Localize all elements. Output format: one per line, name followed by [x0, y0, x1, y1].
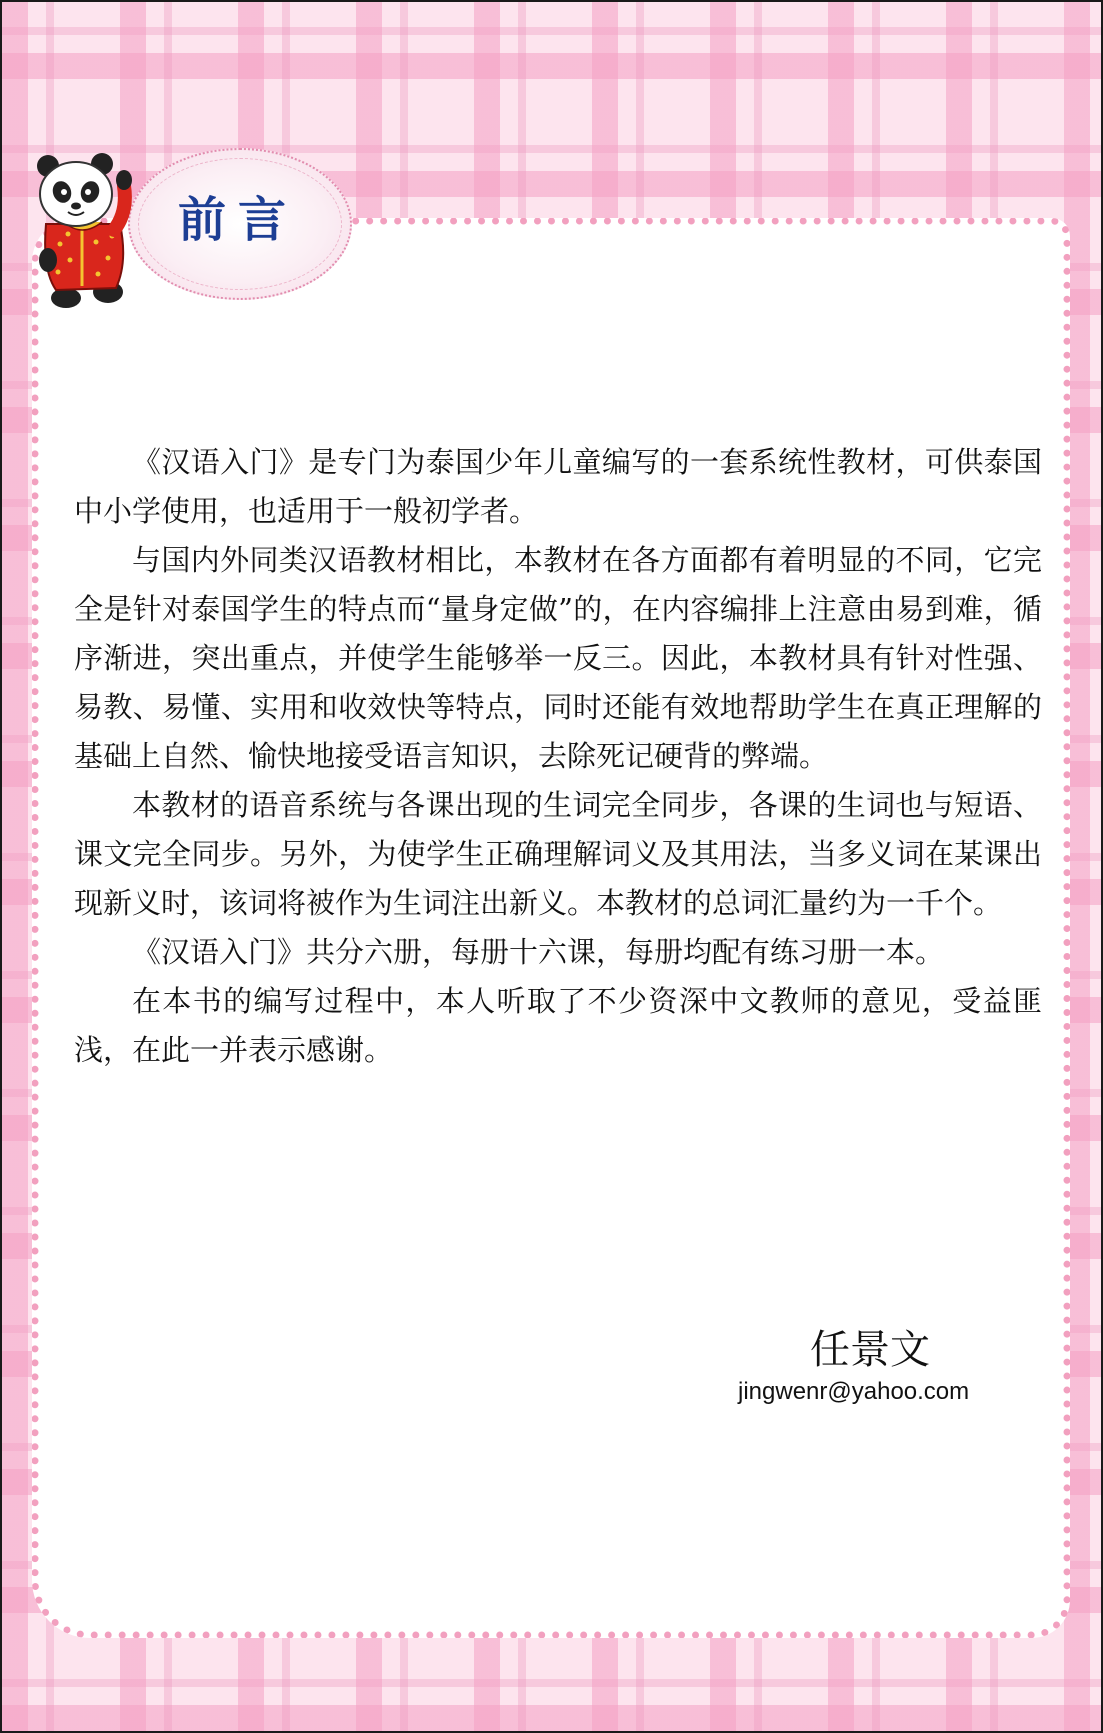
author-email: jingwenr@yahoo.com	[738, 1378, 970, 1405]
paragraph-1: 《汉语入门》是专门为泰国少年儿童编写的一套系统性教材，可供泰国中小学使用，也适用于一般初学者。	[74, 445, 1042, 528]
paragraph-5: 在本书的编写过程中，本人听取了不少资深中文教师的意见，受益匪浅，在此一并表示感谢。	[74, 984, 1042, 1067]
author-signature: 任景文	[810, 1327, 930, 1373]
paragraph-4: 《汉语入门》共分六册，每册十六课，每册均配有练习册一本。	[132, 935, 945, 969]
page-title: 前言	[178, 192, 299, 248]
panda-mascot-icon	[24, 152, 142, 312]
paragraph-3: 本教材的语音系统与各课出现的生词完全同步，各课的生词也与短语、课文完全同步。另外，为使学生正确理解词义及其用法，当多义词在某课出现新义时，该词将被作为生词注出新义。本教材的总词汇量约为一千个。	[74, 788, 1042, 920]
paragraph-2: 与国内外同类汉语教材相比，本教材在各方面都有着明显的不同，它完全是针对泰国学生的特点而“量身定做”的，在内容编排上注意由易到难，循序渐进，突出重点，并使学生能够举一反三。因此，本教材具有针对性强、易教、易懂、实用和收效快等特点，同时还能有效地帮助学生在真正理解的基础上自然、愉快地接受语言知识，去除死记硬背的弊端。	[74, 543, 1042, 773]
preface-body	[74, 438, 1042, 1075]
